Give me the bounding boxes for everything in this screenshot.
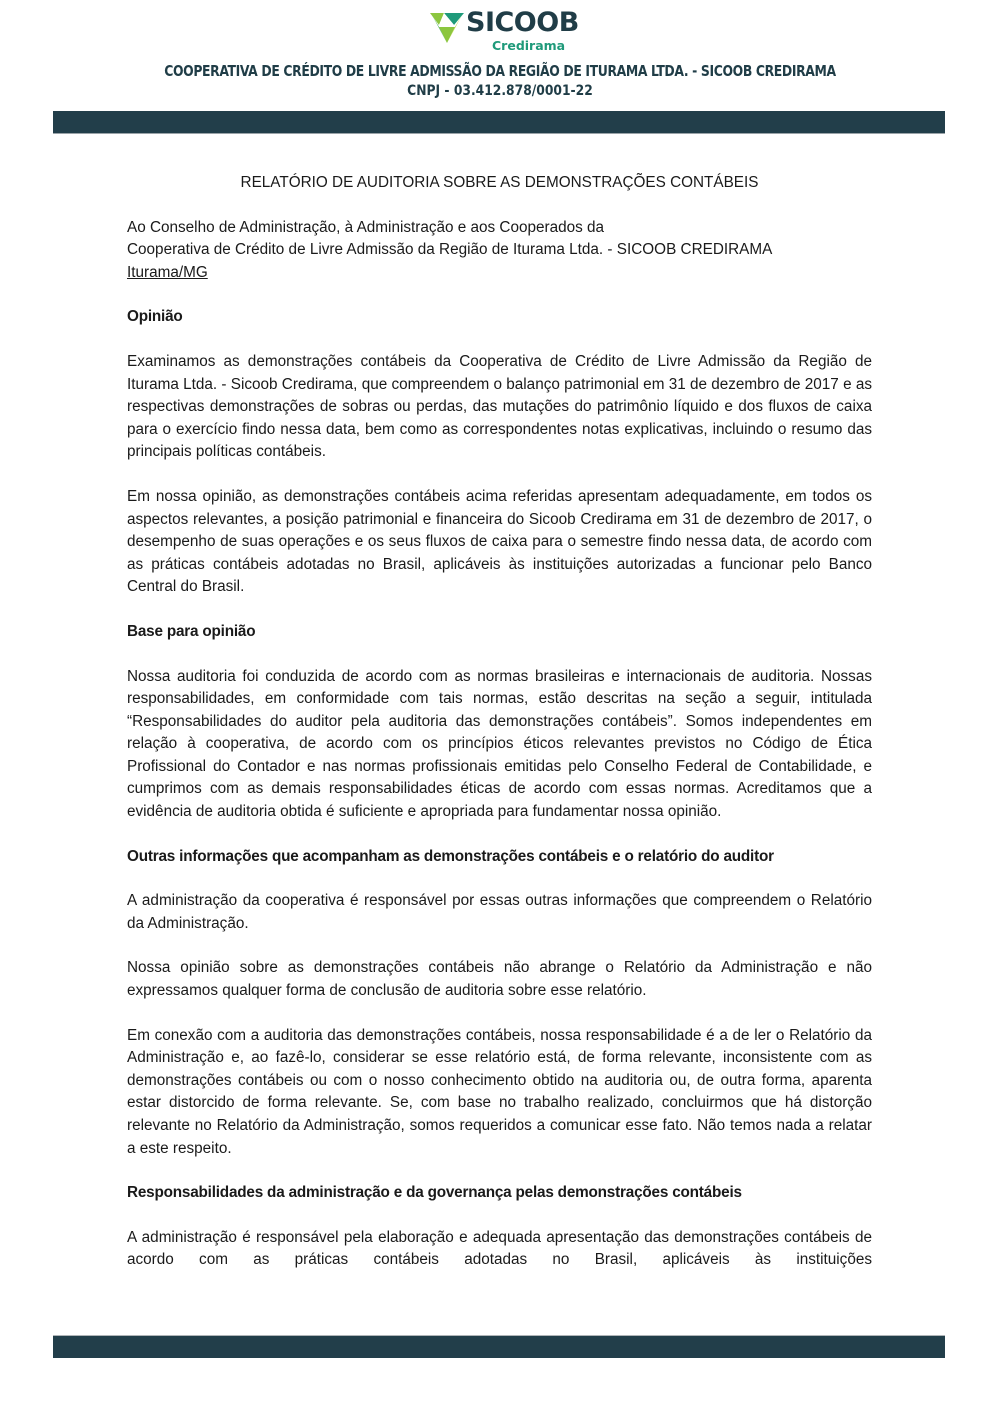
sicoob-logo <box>430 7 579 53</box>
organization-name: COOPERATIVA DE CRÉDITO DE LIVRE ADMISSÃO DA REGIÃO DE ITURAMA LTDA. - SICOOB CREDIRAMA <box>164 62 836 80</box>
logo-subtitle: Credirama <box>492 38 566 53</box>
paragraph: A administração da cooperativa é responsável por essas outras informações que compreendem o Relatório da Administração. <box>127 892 872 932</box>
paragraph: Em nossa opinião, as demonstrações contábeis acima referidas apresentam adequadamente, em todos os aspectos relevantes, a posição patrimonial e financeira do Sicoob Credirama em 31 de dezembro de 2017, o desempenho de suas operações e os seus fluxos de caixa para o semestre findo nessa data, de acordo com as práticas contábeis adotadas no Brasil, aplicáveis às instituições autorizadas a funcionar pelo Banco Central do Brasil. <box>127 487 872 596</box>
document-body <box>127 172 872 1272</box>
logo-wordmark: SICOOB <box>466 7 579 38</box>
footer-bar <box>53 1335 945 1358</box>
addressee-line: Ao Conselho de Administração, à Administração e aos Cooperados da <box>127 218 605 236</box>
header-bar <box>53 111 945 134</box>
sicoob-logo-icon <box>430 11 464 43</box>
section-heading-opiniao: Opinião <box>127 308 183 326</box>
addressee-block <box>127 217 872 285</box>
paragraph: Examinamos as demonstrações contábeis da Cooperativa de Crédito de Livre Admissão da Região de Iturama Ltda. - Sicoob Credirama, que compreendem o balanço patrimonial em 31 de dezembro de 2017 e as respectivas demonstrações de sobras ou perdas, das mutações do patrimônio líquido e dos fluxos de caixa para o exercício findo nessa data, bem como as correspondentes notas explicativas, incluindo o resumo das principais políticas contábeis. <box>127 352 872 461</box>
paragraph: Nossa auditoria foi conduzida de acordo com as normas brasileiras e internacionais de auditoria. Nossas responsabilidades, em conformidade com tais normas, estão descritas na seção a seguir, intitulada “Responsabilidades do auditor pela auditoria das demonstrações contábeis”. Somos independentes em relação à cooperativa, de acordo com os princípios éticos relevantes previstos no Código de Ética Profissional do Contador e nas normas profissionais emitidas pelo Conselho Federal de Contabilidade, e cumprimos com as demais responsabilidades éticas de acordo com essas normas. Acreditamos que a evidência de auditoria obtida é suficiente e apropriada para fundamentar nossa opinião. <box>127 667 872 821</box>
paragraph: Em conexão com a auditoria das demonstrações contábeis, nossa responsabilidade é a de ler o Relatório da Administração e, ao fazê-lo, considerar se esse relatório está, de forma relevante, inconsistente com as demonstrações contábeis ou com o nosso conhecimento obtido na auditoria ou, de outra forma, aparenta estar distorcido de forma relevante. Se, com base no trabalho realizado, concluirmos que há distorção relevante no Relatório da Administração, somos requeridos a comunicar esse fato. Não temos nada a relatar a este respeito. <box>127 1026 872 1157</box>
section-heading-outras-informacoes: Outras informações que acompanham as demonstrações contábeis e o relatório do auditor <box>127 847 774 865</box>
section-heading-base-para-opiniao: Base para opinião <box>127 622 256 640</box>
paragraph: Nossa opinião sobre as demonstrações contábeis não abrange o Relatório da Administração e não expressamos qualquer forma de conclusão de auditoria sobre esse relatório. <box>127 959 872 1000</box>
section-heading-responsabilidades-administracao: Responsabilidades da administração e da governança pelas demonstrações contábeis <box>127 1184 742 1202</box>
cnpj-number: CNPJ - 03.412.878/0001-22 <box>407 83 593 99</box>
addressee-location: Iturama/MG <box>127 263 208 281</box>
paragraph: A administração é responsável pela elaboração e adequada apresentação das demonstrações contábeis de acordo com as práticas contábeis adotadas no Brasil, aplicáveis às instituições <box>127 1228 872 1269</box>
document-title: RELATÓRIO DE AUDITORIA SOBRE AS DEMONSTRAÇÕES CONTÁBEIS <box>240 174 759 191</box>
addressee-line: Cooperativa de Crédito de Livre Admissão da Região de Iturama Ltda. - SICOOB CREDIRAMA <box>127 241 773 259</box>
